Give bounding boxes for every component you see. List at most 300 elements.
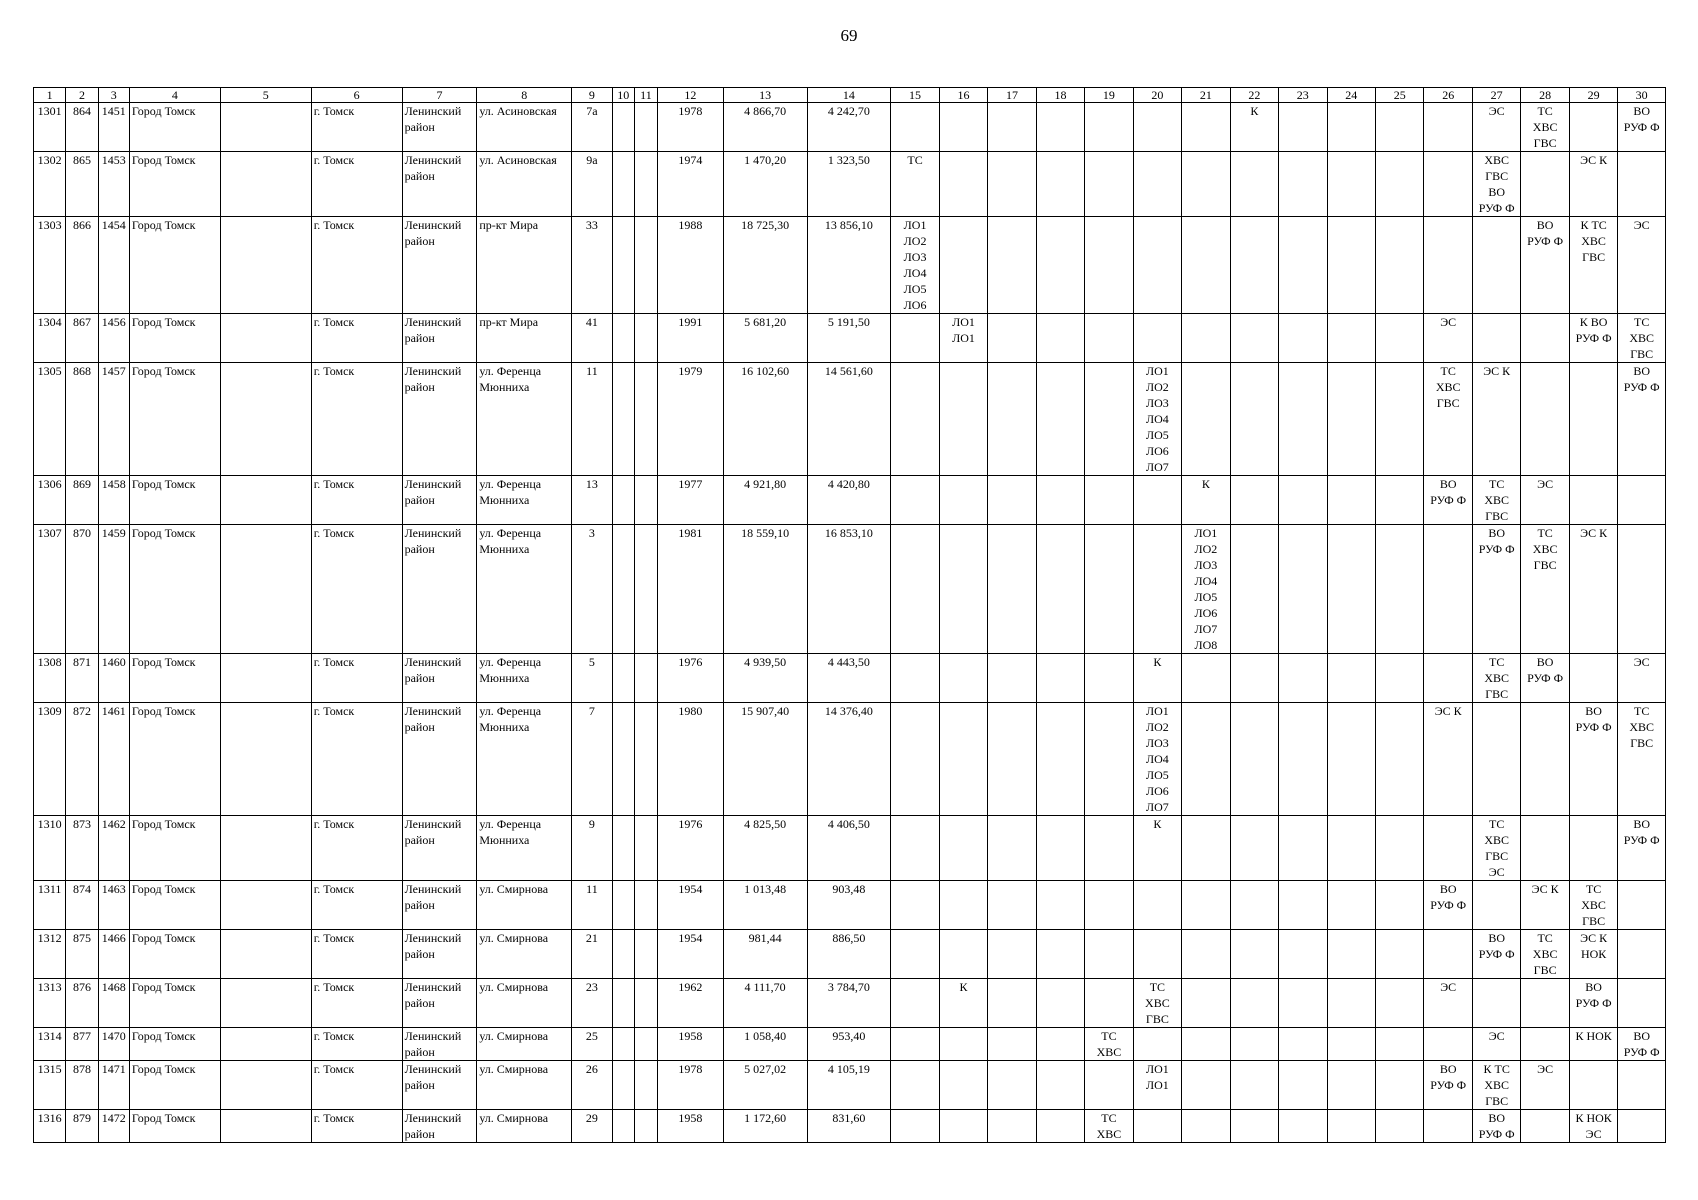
column-header-30: 30 xyxy=(1618,88,1666,103)
cell-col-23 xyxy=(1279,979,1327,1028)
cell-col-6: г. Томск xyxy=(311,152,402,217)
cell-col-19 xyxy=(1085,654,1133,703)
cell-col-22 xyxy=(1230,816,1278,881)
cell-col-26 xyxy=(1424,1028,1472,1061)
cell-col-20 xyxy=(1133,476,1181,525)
cell-col-10 xyxy=(612,979,634,1028)
cell-col-12: 1976 xyxy=(658,654,724,703)
cell-col-13: 4 939,50 xyxy=(723,654,807,703)
cell-col-24 xyxy=(1327,703,1375,816)
table-row xyxy=(34,979,1666,1028)
cell-col-19: ТС ХВС xyxy=(1085,1110,1133,1143)
cell-col-17 xyxy=(988,930,1036,979)
cell-col-9: 13 xyxy=(572,476,612,525)
cell-col-10 xyxy=(612,314,634,363)
cell-col-5 xyxy=(220,979,311,1028)
cell-col-25 xyxy=(1376,152,1424,217)
cell-col-22 xyxy=(1230,152,1278,217)
cell-col-13: 4 921,80 xyxy=(723,476,807,525)
cell-col-1: 1310 xyxy=(34,816,66,881)
cell-col-8: ул. Ференца Мюнниха xyxy=(477,525,572,654)
cell-col-17 xyxy=(988,816,1036,881)
cell-col-13: 15 907,40 xyxy=(723,703,807,816)
cell-col-28: ТС ХВС ГВС xyxy=(1521,525,1569,654)
cell-col-1: 1302 xyxy=(34,152,66,217)
cell-col-10 xyxy=(612,654,634,703)
cell-col-14: 903,48 xyxy=(807,881,891,930)
cell-col-4: Город Томск xyxy=(129,703,220,816)
cell-col-20: ТС ХВС ГВС xyxy=(1133,979,1181,1028)
cell-col-14: 13 856,10 xyxy=(807,217,891,314)
cell-col-21 xyxy=(1182,881,1230,930)
cell-col-22 xyxy=(1230,703,1278,816)
cell-col-5 xyxy=(220,217,311,314)
cell-col-11 xyxy=(634,363,657,476)
cell-col-27 xyxy=(1472,217,1520,314)
cell-col-30 xyxy=(1618,476,1666,525)
cell-col-28 xyxy=(1521,363,1569,476)
cell-col-2: 871 xyxy=(66,654,98,703)
cell-col-6: г. Томск xyxy=(311,476,402,525)
cell-col-20 xyxy=(1133,1028,1181,1061)
cell-col-29: ТС ХВС ГВС xyxy=(1569,881,1617,930)
cell-col-26 xyxy=(1424,103,1472,152)
column-header-2: 2 xyxy=(66,88,98,103)
column-header-6: 6 xyxy=(311,88,402,103)
cell-col-9: 26 xyxy=(572,1061,612,1110)
cell-col-16 xyxy=(939,217,987,314)
cell-col-18 xyxy=(1036,152,1084,217)
cell-col-14: 886,50 xyxy=(807,930,891,979)
cell-col-3: 1460 xyxy=(98,654,129,703)
cell-col-1: 1312 xyxy=(34,930,66,979)
table-row xyxy=(34,881,1666,930)
cell-col-8: ул. Асиновская xyxy=(477,152,572,217)
cell-col-26 xyxy=(1424,816,1472,881)
cell-col-25 xyxy=(1376,217,1424,314)
cell-col-17 xyxy=(988,152,1036,217)
cell-col-1: 1303 xyxy=(34,217,66,314)
cell-col-27: ХВС ГВС ВО РУФ Ф xyxy=(1472,152,1520,217)
cell-col-12: 1978 xyxy=(658,103,724,152)
cell-col-9: 21 xyxy=(572,930,612,979)
cell-col-25 xyxy=(1376,476,1424,525)
cell-col-13: 981,44 xyxy=(723,930,807,979)
cell-col-29: ЭС К НОК xyxy=(1569,930,1617,979)
cell-col-19 xyxy=(1085,930,1133,979)
cell-col-4: Город Томск xyxy=(129,1110,220,1143)
cell-col-16: ЛО1 ЛО1 xyxy=(939,314,987,363)
cell-col-27: ТС ХВС ГВС xyxy=(1472,476,1520,525)
cell-col-17 xyxy=(988,979,1036,1028)
cell-col-20 xyxy=(1133,314,1181,363)
cell-col-12: 1991 xyxy=(658,314,724,363)
column-header-28: 28 xyxy=(1521,88,1569,103)
cell-col-4: Город Томск xyxy=(129,816,220,881)
column-header-15: 15 xyxy=(891,88,939,103)
cell-col-28: ЭС xyxy=(1521,1061,1569,1110)
cell-col-23 xyxy=(1279,1028,1327,1061)
cell-col-30 xyxy=(1618,525,1666,654)
cell-col-30: ВО РУФ Ф xyxy=(1618,816,1666,881)
cell-col-6: г. Томск xyxy=(311,881,402,930)
cell-col-18 xyxy=(1036,979,1084,1028)
cell-col-12: 1976 xyxy=(658,816,724,881)
cell-col-21 xyxy=(1182,152,1230,217)
cell-col-30 xyxy=(1618,979,1666,1028)
cell-col-30: ВО РУФ Ф xyxy=(1618,363,1666,476)
cell-col-8: ул. Смирнова xyxy=(477,1110,572,1143)
cell-col-4: Город Томск xyxy=(129,217,220,314)
cell-col-1: 1308 xyxy=(34,654,66,703)
cell-col-16 xyxy=(939,703,987,816)
cell-col-16 xyxy=(939,1028,987,1061)
cell-col-14: 3 784,70 xyxy=(807,979,891,1028)
cell-col-24 xyxy=(1327,930,1375,979)
cell-col-8: ул. Асиновская xyxy=(477,103,572,152)
cell-col-5 xyxy=(220,525,311,654)
cell-col-2: 875 xyxy=(66,930,98,979)
cell-col-2: 866 xyxy=(66,217,98,314)
cell-col-29: ВО РУФ Ф xyxy=(1569,979,1617,1028)
cell-col-15 xyxy=(891,703,939,816)
column-header-5: 5 xyxy=(220,88,311,103)
cell-col-13: 5 681,20 xyxy=(723,314,807,363)
cell-col-18 xyxy=(1036,103,1084,152)
cell-col-1: 1311 xyxy=(34,881,66,930)
cell-col-19 xyxy=(1085,1061,1133,1110)
cell-col-19 xyxy=(1085,816,1133,881)
column-number-header xyxy=(34,88,1666,103)
cell-col-25 xyxy=(1376,525,1424,654)
cell-col-29 xyxy=(1569,654,1617,703)
cell-col-4: Город Томск xyxy=(129,152,220,217)
cell-col-29: К НОК xyxy=(1569,1028,1617,1061)
cell-col-19 xyxy=(1085,314,1133,363)
cell-col-11 xyxy=(634,314,657,363)
column-header-26: 26 xyxy=(1424,88,1472,103)
cell-col-18 xyxy=(1036,1110,1084,1143)
cell-col-6: г. Томск xyxy=(311,363,402,476)
cell-col-12: 1980 xyxy=(658,703,724,816)
cell-col-17 xyxy=(988,1028,1036,1061)
cell-col-29 xyxy=(1569,476,1617,525)
cell-col-24 xyxy=(1327,525,1375,654)
cell-col-10 xyxy=(612,217,634,314)
cell-col-5 xyxy=(220,103,311,152)
cell-col-6: г. Томск xyxy=(311,979,402,1028)
cell-col-4: Город Томск xyxy=(129,476,220,525)
cell-col-2: 877 xyxy=(66,1028,98,1061)
cell-col-8: пр-кт Мира xyxy=(477,314,572,363)
cell-col-6: г. Томск xyxy=(311,703,402,816)
cell-col-21 xyxy=(1182,217,1230,314)
cell-col-4: Город Томск xyxy=(129,363,220,476)
cell-col-7: Ленинский район xyxy=(402,476,477,525)
cell-col-17 xyxy=(988,103,1036,152)
table-row xyxy=(34,476,1666,525)
cell-col-9: 7а xyxy=(572,103,612,152)
cell-col-7: Ленинский район xyxy=(402,654,477,703)
cell-col-8: ул. Смирнова xyxy=(477,1028,572,1061)
cell-col-10 xyxy=(612,152,634,217)
column-header-24: 24 xyxy=(1327,88,1375,103)
cell-col-12: 1988 xyxy=(658,217,724,314)
cell-col-22 xyxy=(1230,881,1278,930)
table-row xyxy=(34,930,1666,979)
cell-col-9: 3 xyxy=(572,525,612,654)
cell-col-30: ТС ХВС ГВС xyxy=(1618,703,1666,816)
cell-col-21 xyxy=(1182,314,1230,363)
cell-col-16 xyxy=(939,1110,987,1143)
cell-col-28: ТС ХВС ГВС xyxy=(1521,930,1569,979)
cell-col-7: Ленинский район xyxy=(402,525,477,654)
cell-col-1: 1315 xyxy=(34,1061,66,1110)
register-table xyxy=(33,87,1666,1143)
cell-col-15 xyxy=(891,930,939,979)
cell-col-20 xyxy=(1133,217,1181,314)
column-header-16: 16 xyxy=(939,88,987,103)
cell-col-20 xyxy=(1133,525,1181,654)
cell-col-2: 867 xyxy=(66,314,98,363)
cell-col-27 xyxy=(1472,314,1520,363)
table-row xyxy=(34,654,1666,703)
cell-col-24 xyxy=(1327,881,1375,930)
cell-col-6: г. Томск xyxy=(311,654,402,703)
cell-col-23 xyxy=(1279,103,1327,152)
cell-col-11 xyxy=(634,703,657,816)
cell-col-12: 1954 xyxy=(658,881,724,930)
cell-col-15 xyxy=(891,816,939,881)
table-body xyxy=(34,103,1666,1143)
cell-col-5 xyxy=(220,654,311,703)
cell-col-7: Ленинский район xyxy=(402,816,477,881)
cell-col-26: ТС ХВС ГВС xyxy=(1424,363,1472,476)
cell-col-26: ЭС К xyxy=(1424,703,1472,816)
cell-col-3: 1471 xyxy=(98,1061,129,1110)
table-row xyxy=(34,103,1666,152)
cell-col-12: 1958 xyxy=(658,1028,724,1061)
cell-col-24 xyxy=(1327,979,1375,1028)
table-row xyxy=(34,816,1666,881)
cell-col-5 xyxy=(220,1110,311,1143)
cell-col-10 xyxy=(612,1061,634,1110)
cell-col-24 xyxy=(1327,217,1375,314)
cell-col-12: 1962 xyxy=(658,979,724,1028)
cell-col-29 xyxy=(1569,103,1617,152)
cell-col-30 xyxy=(1618,152,1666,217)
cell-col-22 xyxy=(1230,363,1278,476)
cell-col-29 xyxy=(1569,363,1617,476)
cell-col-2: 874 xyxy=(66,881,98,930)
cell-col-10 xyxy=(612,816,634,881)
cell-col-25 xyxy=(1376,1061,1424,1110)
cell-col-27 xyxy=(1472,979,1520,1028)
cell-col-19 xyxy=(1085,363,1133,476)
cell-col-18 xyxy=(1036,1061,1084,1110)
cell-col-26 xyxy=(1424,654,1472,703)
cell-col-6: г. Томск xyxy=(311,1061,402,1110)
cell-col-22 xyxy=(1230,654,1278,703)
cell-col-1: 1306 xyxy=(34,476,66,525)
cell-col-3: 1463 xyxy=(98,881,129,930)
cell-col-23 xyxy=(1279,881,1327,930)
cell-col-25 xyxy=(1376,930,1424,979)
cell-col-22: К xyxy=(1230,103,1278,152)
cell-col-15 xyxy=(891,525,939,654)
cell-col-12: 1954 xyxy=(658,930,724,979)
cell-col-7: Ленинский район xyxy=(402,1110,477,1143)
cell-col-22 xyxy=(1230,314,1278,363)
cell-col-10 xyxy=(612,1028,634,1061)
cell-col-2: 873 xyxy=(66,816,98,881)
cell-col-27: ВО РУФ Ф xyxy=(1472,930,1520,979)
cell-col-9: 9а xyxy=(572,152,612,217)
cell-col-24 xyxy=(1327,476,1375,525)
cell-col-27: ТС ХВС ГВС xyxy=(1472,654,1520,703)
cell-col-6: г. Томск xyxy=(311,314,402,363)
cell-col-25 xyxy=(1376,703,1424,816)
cell-col-8: ул. Смирнова xyxy=(477,1061,572,1110)
cell-col-14: 5 191,50 xyxy=(807,314,891,363)
cell-col-12: 1974 xyxy=(658,152,724,217)
cell-col-10 xyxy=(612,476,634,525)
cell-col-3: 1454 xyxy=(98,217,129,314)
cell-col-17 xyxy=(988,1061,1036,1110)
column-header-17: 17 xyxy=(988,88,1036,103)
cell-col-28: ВО РУФ Ф xyxy=(1521,654,1569,703)
cell-col-2: 870 xyxy=(66,525,98,654)
cell-col-23 xyxy=(1279,1061,1327,1110)
cell-col-10 xyxy=(612,703,634,816)
cell-col-7: Ленинский район xyxy=(402,103,477,152)
cell-col-22 xyxy=(1230,525,1278,654)
cell-col-8: ул. Ференца Мюнниха xyxy=(477,363,572,476)
cell-col-13: 1 470,20 xyxy=(723,152,807,217)
cell-col-24 xyxy=(1327,816,1375,881)
cell-col-21 xyxy=(1182,1028,1230,1061)
cell-col-21 xyxy=(1182,930,1230,979)
cell-col-22 xyxy=(1230,1110,1278,1143)
cell-col-8: ул. Ференца Мюнниха xyxy=(477,816,572,881)
cell-col-5 xyxy=(220,930,311,979)
cell-col-2: 878 xyxy=(66,1061,98,1110)
cell-col-9: 29 xyxy=(572,1110,612,1143)
cell-col-14: 16 853,10 xyxy=(807,525,891,654)
cell-col-7: Ленинский район xyxy=(402,314,477,363)
cell-col-24 xyxy=(1327,152,1375,217)
cell-col-14: 4 406,50 xyxy=(807,816,891,881)
cell-col-9: 5 xyxy=(572,654,612,703)
cell-col-25 xyxy=(1376,103,1424,152)
cell-col-3: 1453 xyxy=(98,152,129,217)
cell-col-24 xyxy=(1327,1028,1375,1061)
cell-col-13: 18 725,30 xyxy=(723,217,807,314)
cell-col-15: ТС xyxy=(891,152,939,217)
cell-col-6: г. Томск xyxy=(311,217,402,314)
cell-col-23 xyxy=(1279,525,1327,654)
cell-col-3: 1458 xyxy=(98,476,129,525)
cell-col-15 xyxy=(891,363,939,476)
cell-col-23 xyxy=(1279,816,1327,881)
cell-col-18 xyxy=(1036,930,1084,979)
cell-col-28 xyxy=(1521,1028,1569,1061)
cell-col-8: ул. Ференца Мюнниха xyxy=(477,703,572,816)
cell-col-5 xyxy=(220,476,311,525)
cell-col-29: ВО РУФ Ф xyxy=(1569,703,1617,816)
column-header-10: 10 xyxy=(612,88,634,103)
cell-col-14: 4 105,19 xyxy=(807,1061,891,1110)
column-header-18: 18 xyxy=(1036,88,1084,103)
cell-col-20: К xyxy=(1133,816,1181,881)
cell-col-12: 1981 xyxy=(658,525,724,654)
cell-col-13: 1 058,40 xyxy=(723,1028,807,1061)
cell-col-26 xyxy=(1424,930,1472,979)
cell-col-22 xyxy=(1230,1061,1278,1110)
cell-col-15 xyxy=(891,979,939,1028)
cell-col-16 xyxy=(939,476,987,525)
cell-col-27 xyxy=(1472,703,1520,816)
cell-col-2: 872 xyxy=(66,703,98,816)
cell-col-30 xyxy=(1618,1061,1666,1110)
cell-col-15 xyxy=(891,1110,939,1143)
cell-col-29: К НОК ЭС xyxy=(1569,1110,1617,1143)
cell-col-1: 1314 xyxy=(34,1028,66,1061)
cell-col-29 xyxy=(1569,1061,1617,1110)
cell-col-15 xyxy=(891,881,939,930)
column-header-7: 7 xyxy=(402,88,477,103)
cell-col-15 xyxy=(891,103,939,152)
cell-col-3: 1462 xyxy=(98,816,129,881)
cell-col-11 xyxy=(634,476,657,525)
column-header-1: 1 xyxy=(34,88,66,103)
cell-col-25 xyxy=(1376,363,1424,476)
cell-col-20: К xyxy=(1133,654,1181,703)
cell-col-30: ЭС xyxy=(1618,217,1666,314)
table-row xyxy=(34,152,1666,217)
cell-col-11 xyxy=(634,816,657,881)
cell-col-13: 18 559,10 xyxy=(723,525,807,654)
cell-col-25 xyxy=(1376,1110,1424,1143)
cell-col-13: 4 866,70 xyxy=(723,103,807,152)
cell-col-26 xyxy=(1424,525,1472,654)
cell-col-19 xyxy=(1085,979,1133,1028)
cell-col-17 xyxy=(988,525,1036,654)
cell-col-4: Город Томск xyxy=(129,654,220,703)
cell-col-16 xyxy=(939,654,987,703)
cell-col-18 xyxy=(1036,881,1084,930)
cell-col-23 xyxy=(1279,703,1327,816)
cell-col-9: 25 xyxy=(572,1028,612,1061)
cell-col-12: 1977 xyxy=(658,476,724,525)
cell-col-6: г. Томск xyxy=(311,1028,402,1061)
cell-col-26 xyxy=(1424,217,1472,314)
cell-col-3: 1459 xyxy=(98,525,129,654)
cell-col-15 xyxy=(891,476,939,525)
cell-col-29: К ВО РУФ Ф xyxy=(1569,314,1617,363)
cell-col-1: 1309 xyxy=(34,703,66,816)
cell-col-17 xyxy=(988,217,1036,314)
cell-col-29: К ТС ХВС ГВС xyxy=(1569,217,1617,314)
cell-col-7: Ленинский район xyxy=(402,152,477,217)
cell-col-11 xyxy=(634,1061,657,1110)
cell-col-16: К xyxy=(939,979,987,1028)
cell-col-2: 876 xyxy=(66,979,98,1028)
cell-col-15 xyxy=(891,1061,939,1110)
column-header-4: 4 xyxy=(129,88,220,103)
cell-col-21: К xyxy=(1182,476,1230,525)
cell-col-30 xyxy=(1618,1110,1666,1143)
